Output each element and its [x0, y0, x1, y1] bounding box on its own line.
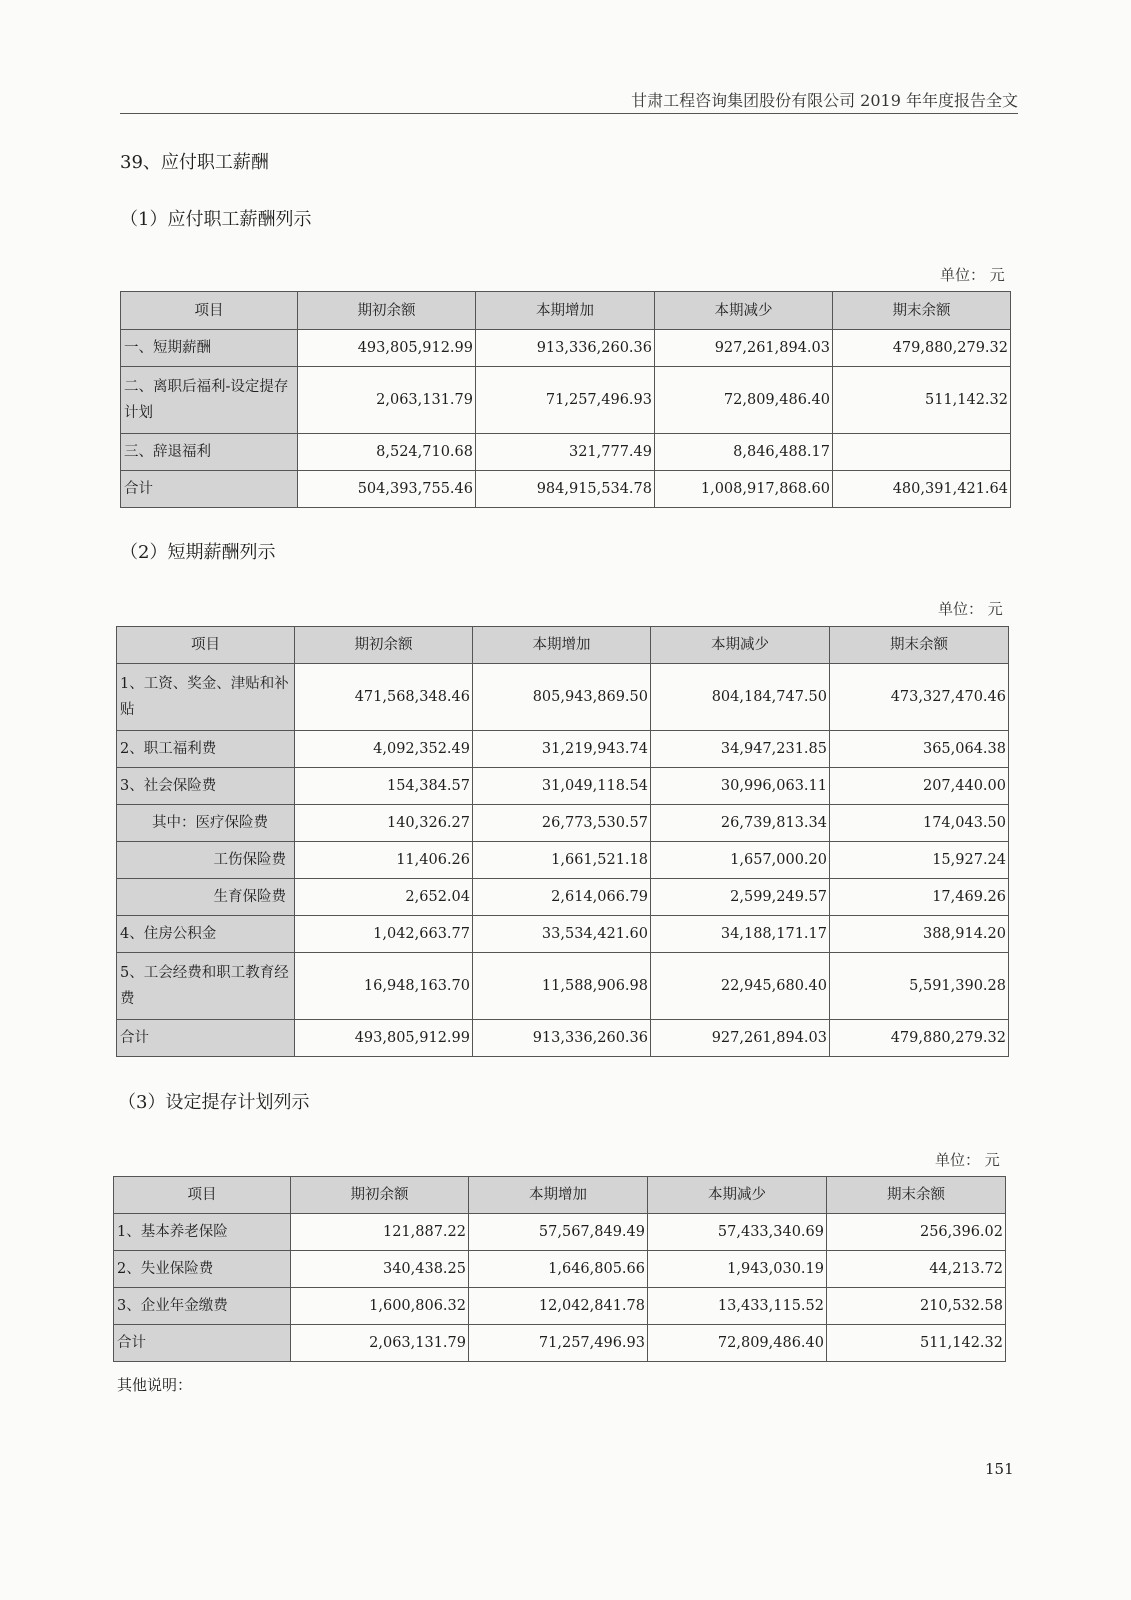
row-label: 二、离职后福利-设定提存计划	[121, 367, 298, 434]
table-header-row	[117, 627, 1009, 664]
cell-value: 174,043.50	[830, 805, 1009, 842]
table-row	[117, 731, 1009, 768]
col-header-closing: 期末余额	[833, 292, 1011, 330]
cell-value: 2,614,066.79	[473, 879, 651, 916]
table-total-row	[114, 1325, 1006, 1362]
cell-value: 154,384.57	[295, 768, 473, 805]
table-row	[121, 367, 1011, 434]
col-header-closing: 期末余额	[830, 627, 1009, 664]
cell-value: 913,336,260.36	[476, 330, 655, 367]
col-header-increase: 本期增加	[469, 1177, 648, 1214]
col-header-item: 项目	[114, 1177, 291, 1214]
cell-value: 17,469.26	[830, 879, 1009, 916]
row-label: 3、社会保险费	[117, 768, 295, 805]
row-label: 三、辞退福利	[121, 434, 298, 471]
row-label: 2、失业保险费	[114, 1251, 291, 1288]
cell-value: 207,440.00	[830, 768, 1009, 805]
cell-value: 1,008,917,868.60	[655, 471, 833, 508]
table-defined-contribution	[113, 1176, 1006, 1362]
row-label: 5、工会经费和职工教育经费	[117, 953, 295, 1020]
col-header-increase: 本期增加	[473, 627, 651, 664]
cell-value	[833, 434, 1011, 471]
row-label: 4、住房公积金	[117, 916, 295, 953]
header-divider	[120, 113, 1018, 114]
col-header-decrease: 本期减少	[651, 627, 830, 664]
cell-value: 121,887.22	[291, 1214, 469, 1251]
cell-value: 33,534,421.60	[473, 916, 651, 953]
cell-value: 2,063,131.79	[298, 367, 476, 434]
cell-value: 2,063,131.79	[291, 1325, 469, 1362]
cell-value: 8,524,710.68	[298, 434, 476, 471]
col-header-opening: 期初余额	[291, 1177, 469, 1214]
cell-value: 1,042,663.77	[295, 916, 473, 953]
table-row	[114, 1214, 1006, 1251]
cell-value: 5,591,390.28	[830, 953, 1009, 1020]
cell-value: 72,809,486.40	[648, 1325, 827, 1362]
table-short-term-payroll	[116, 626, 1009, 1057]
cell-value: 71,257,496.93	[476, 367, 655, 434]
table-total-row	[117, 1020, 1009, 1057]
cell-value: 984,915,534.78	[476, 471, 655, 508]
cell-value: 1,646,805.66	[469, 1251, 648, 1288]
cell-value: 927,261,894.03	[655, 330, 833, 367]
cell-value: 493,805,912.99	[295, 1020, 473, 1057]
cell-value: 26,773,530.57	[473, 805, 651, 842]
row-label: 1、工资、奖金、津贴和补贴	[117, 664, 295, 731]
cell-value: 34,188,171.17	[651, 916, 830, 953]
cell-value: 913,336,260.36	[473, 1020, 651, 1057]
table2-unit: 单位： 元	[938, 600, 1003, 618]
cell-value: 804,184,747.50	[651, 664, 830, 731]
table1-title: （1）应付职工薪酬列示	[120, 209, 312, 230]
table-header-row	[114, 1177, 1006, 1214]
row-label: 合计	[117, 1020, 295, 1057]
table-total-row	[121, 471, 1011, 508]
cell-value: 72,809,486.40	[655, 367, 833, 434]
cell-value: 26,739,813.34	[651, 805, 830, 842]
cell-value: 1,657,000.20	[651, 842, 830, 879]
col-header-item: 项目	[117, 627, 295, 664]
cell-value: 473,327,470.46	[830, 664, 1009, 731]
cell-value: 210,532.58	[827, 1288, 1006, 1325]
cell-value: 365,064.38	[830, 731, 1009, 768]
table2-title: （2）短期薪酬列示	[120, 542, 276, 563]
table-row	[117, 916, 1009, 953]
cell-value: 140,326.27	[295, 805, 473, 842]
cell-value: 4,092,352.49	[295, 731, 473, 768]
page-number: 151	[985, 1460, 1014, 1478]
row-label: 3、企业年金缴费	[114, 1288, 291, 1325]
cell-value: 11,406.26	[295, 842, 473, 879]
row-label: 其中：医疗保险费	[117, 805, 295, 842]
cell-value: 31,049,118.54	[473, 768, 651, 805]
row-label: 合计	[114, 1325, 291, 1362]
cell-value: 511,142.32	[827, 1325, 1006, 1362]
cell-value: 13,433,115.52	[648, 1288, 827, 1325]
table-payroll-payable	[120, 291, 1011, 508]
table-row	[117, 805, 1009, 842]
row-label: 一、短期薪酬	[121, 330, 298, 367]
col-header-opening: 期初余额	[298, 292, 476, 330]
table-row	[121, 330, 1011, 367]
cell-value: 479,880,279.32	[830, 1020, 1009, 1057]
cell-value: 57,433,340.69	[648, 1214, 827, 1251]
cell-value: 927,261,894.03	[651, 1020, 830, 1057]
table1-unit: 单位： 元	[940, 266, 1005, 284]
cell-value: 22,945,680.40	[651, 953, 830, 1020]
section-title: 39、应付职工薪酬	[120, 152, 269, 173]
table-row	[117, 879, 1009, 916]
cell-value: 256,396.02	[827, 1214, 1006, 1251]
cell-value: 16,948,163.70	[295, 953, 473, 1020]
table-row	[117, 664, 1009, 731]
cell-value: 12,042,841.78	[469, 1288, 648, 1325]
table-row	[121, 434, 1011, 471]
cell-value: 2,599,249.57	[651, 879, 830, 916]
cell-value: 11,588,906.98	[473, 953, 651, 1020]
row-label: 合计	[121, 471, 298, 508]
cell-value: 31,219,943.74	[473, 731, 651, 768]
col-header-decrease: 本期减少	[655, 292, 833, 330]
cell-value: 511,142.32	[833, 367, 1011, 434]
col-header-closing: 期末余额	[827, 1177, 1006, 1214]
cell-value: 1,600,806.32	[291, 1288, 469, 1325]
row-label: 工伤保险费	[117, 842, 295, 879]
cell-value: 15,927.24	[830, 842, 1009, 879]
col-header-decrease: 本期减少	[648, 1177, 827, 1214]
cell-value: 71,257,496.93	[469, 1325, 648, 1362]
row-label: 2、职工福利费	[117, 731, 295, 768]
table-row	[117, 768, 1009, 805]
row-label: 生育保险费	[117, 879, 295, 916]
table3-title: （3）设定提存计划列示	[118, 1092, 310, 1113]
col-header-opening: 期初余额	[295, 627, 473, 664]
cell-value: 57,567,849.49	[469, 1214, 648, 1251]
cell-value: 1,661,521.18	[473, 842, 651, 879]
cell-value: 34,947,231.85	[651, 731, 830, 768]
row-label: 1、基本养老保险	[114, 1214, 291, 1251]
table-row	[114, 1288, 1006, 1325]
cell-value: 493,805,912.99	[298, 330, 476, 367]
cell-value: 30,996,063.11	[651, 768, 830, 805]
other-notes-label: 其他说明：	[117, 1376, 193, 1394]
cell-value: 8,846,488.17	[655, 434, 833, 471]
table-row	[117, 842, 1009, 879]
cell-value: 480,391,421.64	[833, 471, 1011, 508]
col-header-increase: 本期增加	[476, 292, 655, 330]
cell-value: 2,652.04	[295, 879, 473, 916]
table-row	[117, 953, 1009, 1020]
cell-value: 805,943,869.50	[473, 664, 651, 731]
cell-value: 504,393,755.46	[298, 471, 476, 508]
cell-value: 471,568,348.46	[295, 664, 473, 731]
cell-value: 321,777.49	[476, 434, 655, 471]
table-row	[114, 1251, 1006, 1288]
cell-value: 388,914.20	[830, 916, 1009, 953]
cell-value: 1,943,030.19	[648, 1251, 827, 1288]
page-header: 甘肃工程咨询集团股份有限公司 2019 年年度报告全文	[631, 91, 1018, 110]
cell-value: 340,438.25	[291, 1251, 469, 1288]
col-header-item: 项目	[121, 292, 298, 330]
table3-unit: 单位： 元	[935, 1151, 1000, 1169]
cell-value: 44,213.72	[827, 1251, 1006, 1288]
table-header-row	[121, 292, 1011, 330]
cell-value: 479,880,279.32	[833, 330, 1011, 367]
